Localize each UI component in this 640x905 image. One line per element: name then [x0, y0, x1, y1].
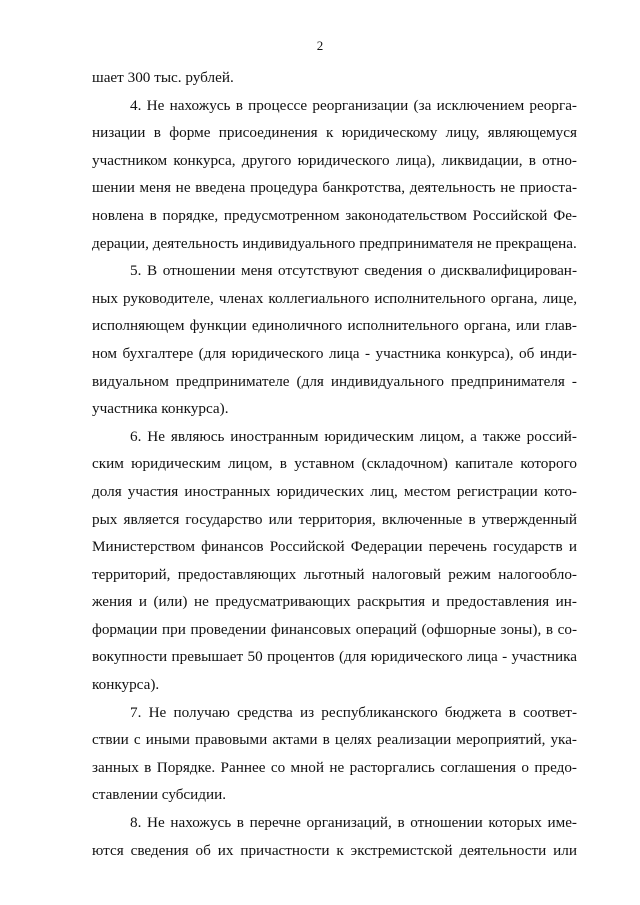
text-line: ных руководителе, членах коллегиального исполнительного органа, лице,: [92, 289, 577, 307]
text-line: исполняющем функции единоличного исполнительного органа, или глав-: [92, 317, 577, 335]
text-line: видуальном предпринимателе (для индивидуального предпринимателя -: [92, 372, 577, 390]
text-line: территорий, предоставляющих льготный налоговый режим налогообло-: [92, 565, 577, 583]
paragraph: [92, 699, 577, 809]
text-line: участником конкурса, другого юридического лица), ликвидации, в отно-: [92, 151, 577, 169]
text-line: шении меня не введена процедура банкротства, деятельность не приоста-: [92, 179, 577, 197]
paragraph: [92, 423, 577, 699]
text-line: 6. Не являюсь иностранным юридическим лицом, а также россий-: [130, 427, 577, 445]
text-line: 7. Не получаю средства из республиканского бюджета в соответ-: [130, 703, 577, 721]
text-line: жения и (или) не предусматривающих раскрытия и предоставления ин-: [92, 593, 577, 611]
document-body: [92, 64, 577, 864]
page-number: 2: [316, 38, 324, 53]
text-line: 5. В отношении меня отсутствуют сведения о дисквалифицирован-: [130, 262, 577, 280]
paragraph: [92, 92, 577, 258]
text-line: ном бухгалтере (для юридического лица - участника конкурса), об инди-: [92, 344, 577, 362]
text-line: ствии с иными правовыми актами в целях реализации мероприятий, ука-: [92, 731, 577, 749]
text-line: ским юридическим лицом, в уставном (складочном) капитале которого: [92, 455, 577, 473]
text-line: шает 300 тыс. рублей.: [92, 69, 234, 86]
text-line: низации в форме присоединения к юридическому лицу, являющемуся: [92, 124, 577, 142]
text-line: конкурса).: [92, 676, 160, 694]
text-line: 4. Не нахожусь в процессе реорганизации (за исключением реорга-: [130, 96, 577, 114]
text-line: занных в Порядке. Раннее со мной не расторгались соглашения о предо-: [92, 758, 577, 776]
text-line: 8. Не нахожусь в перечне организаций, в отношении которых име-: [130, 814, 577, 832]
text-line: ются сведения об их причастности к экстремистской деятельности или: [92, 841, 577, 859]
text-line: новлена в порядке, предусмотренном законодательством Российской Фе-: [92, 206, 577, 224]
text-line: рых является государство или территория, включенные в утвержденный: [92, 510, 577, 528]
paragraph: [92, 64, 577, 92]
text-line: участника конкурса).: [92, 400, 229, 418]
text-line: Министерством финансов Российской Федерации перечень государств и: [92, 538, 577, 556]
text-line: вокупности превышает 50 процентов (для юридического лица - участника: [92, 648, 577, 666]
paragraph: [92, 257, 577, 423]
text-line: доля участия иностранных юридических лиц, местом регистрации кото-: [92, 482, 577, 500]
text-line: формации при проведении финансовых операций (офшорные зоны), в со-: [92, 620, 577, 638]
text-line: ставлении субсидии.: [92, 786, 227, 804]
paragraph: [92, 809, 577, 864]
text-line: дерации, деятельность индивидуального предпринимателя не прекращена.: [92, 234, 577, 252]
